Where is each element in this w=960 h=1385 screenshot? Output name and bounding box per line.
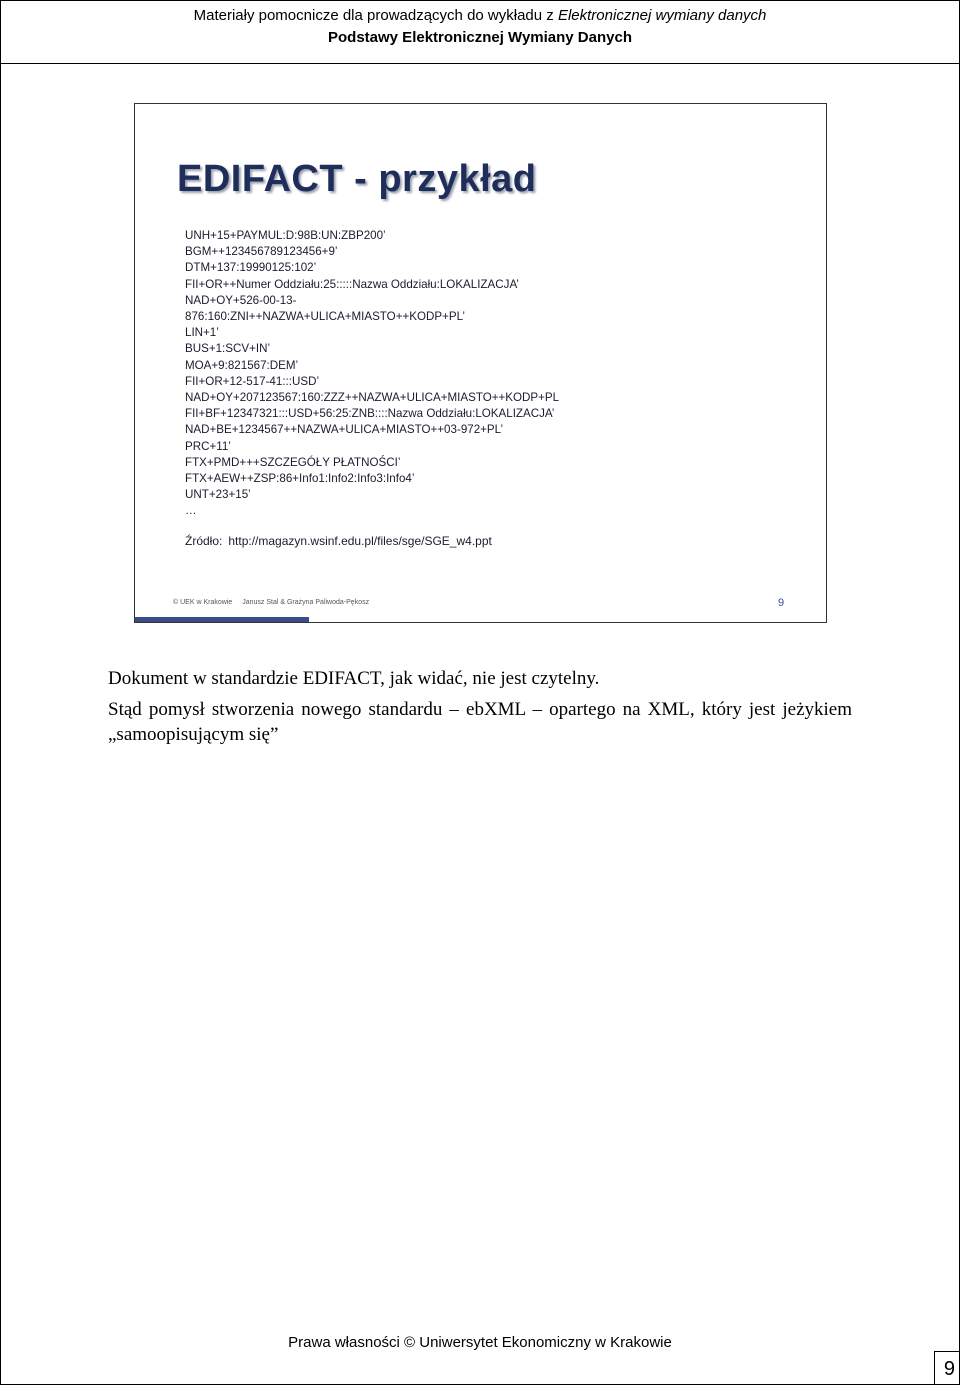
slide-footer-copyright: © UEK w Krakowie bbox=[173, 599, 233, 606]
code-line: MOA+9:821567:DEM’ bbox=[185, 358, 299, 372]
body-text bbox=[108, 666, 852, 747]
page-footer-ownership: Prawa własności © Uniwersytet Ekonomiczny w Krakowie bbox=[288, 1334, 672, 1351]
slide-footer bbox=[135, 594, 826, 622]
code-line: LIN+1’ bbox=[185, 326, 219, 340]
body-paragraph-1: Dokument w standardzie EDIFACT, jak widać, nie jest czytelny. bbox=[108, 668, 600, 689]
code-line: FTX+AEW++ZSP:86+Info1:Info2:Info3:Info4’ bbox=[185, 472, 415, 486]
code-line: FTX+PMD+++SZCZEGÓŁY PŁATNOŚCI’ bbox=[185, 455, 401, 469]
code-line: FII+OR+12-517-41:::USD’ bbox=[185, 374, 320, 388]
code-line: NAD+OY+207123567:160:ZZZ++NAZWA+ULICA+MIASTO++KODP+PL bbox=[185, 391, 560, 405]
slide-title: EDIFACT - przykład bbox=[177, 158, 537, 200]
slide-footer-authors: Janusz Stal & Grażyna Paliwoda-Pękosz bbox=[242, 599, 370, 606]
code-line: BGM++123456789123456+9’ bbox=[185, 245, 338, 259]
code-line: FII+BF+12347321:::USD+56:25:ZNB::::Nazwa Oddziału:LOKALIZACJA’ bbox=[185, 407, 555, 421]
source-link[interactable]: http://magazyn.wsinf.edu.pl/files/sge/SGE_w4.ppt bbox=[228, 534, 492, 548]
code-line: FII+OR++Numer Oddziału:25:::::Nazwa Oddziału:LOKALIZACJA’ bbox=[185, 277, 519, 291]
slide-number: 9 bbox=[778, 597, 785, 609]
code-line: PRC+11’ bbox=[185, 439, 231, 453]
slide-footer-credits bbox=[173, 599, 369, 606]
code-line: DTM+137:19990125:102’ bbox=[185, 261, 317, 275]
header-line-1-italic: Elektronicznej wymiany danych bbox=[557, 7, 767, 24]
source-line bbox=[185, 533, 492, 549]
source-label: Źródło: bbox=[185, 534, 223, 548]
code-line: BUS+1:SCV+IN’ bbox=[185, 342, 271, 356]
header-line-1-plain: Materiały pomocnicze dla prowadzących do wykładu z bbox=[193, 7, 558, 24]
body-paragraph-2: Stąd pomysł stworzenia nowego standardu – ebXML – opartego na XML, który jest jeżykiem „samoopisującym się” bbox=[108, 699, 852, 745]
code-line: … bbox=[185, 504, 197, 518]
edifact-code-block bbox=[185, 228, 805, 520]
code-line: UNT+23+15’ bbox=[185, 488, 251, 502]
header-line-1 bbox=[0, 7, 960, 25]
code-line: NAD+BE+1234567++NAZWA+ULICA+MIASTO++03-972+PL’ bbox=[185, 423, 504, 437]
code-line: NAD+OY+526-00-13- bbox=[185, 293, 297, 307]
page-header bbox=[0, 0, 960, 64]
page-number: 9 bbox=[943, 1358, 955, 1380]
code-line: UNH+15+PAYMUL:D:98B:UN:ZBP200’ bbox=[185, 229, 386, 242]
slide-image bbox=[134, 103, 827, 623]
slide-footer-accent-bar bbox=[135, 617, 309, 622]
header-line-2: Podstawy Elektronicznej Wymiany Danych bbox=[328, 29, 632, 46]
page-number-box bbox=[934, 1351, 959, 1384]
code-line: 876:160:ZNI++NAZWA+ULICA+MIASTO++KODP+PL’ bbox=[185, 310, 465, 324]
